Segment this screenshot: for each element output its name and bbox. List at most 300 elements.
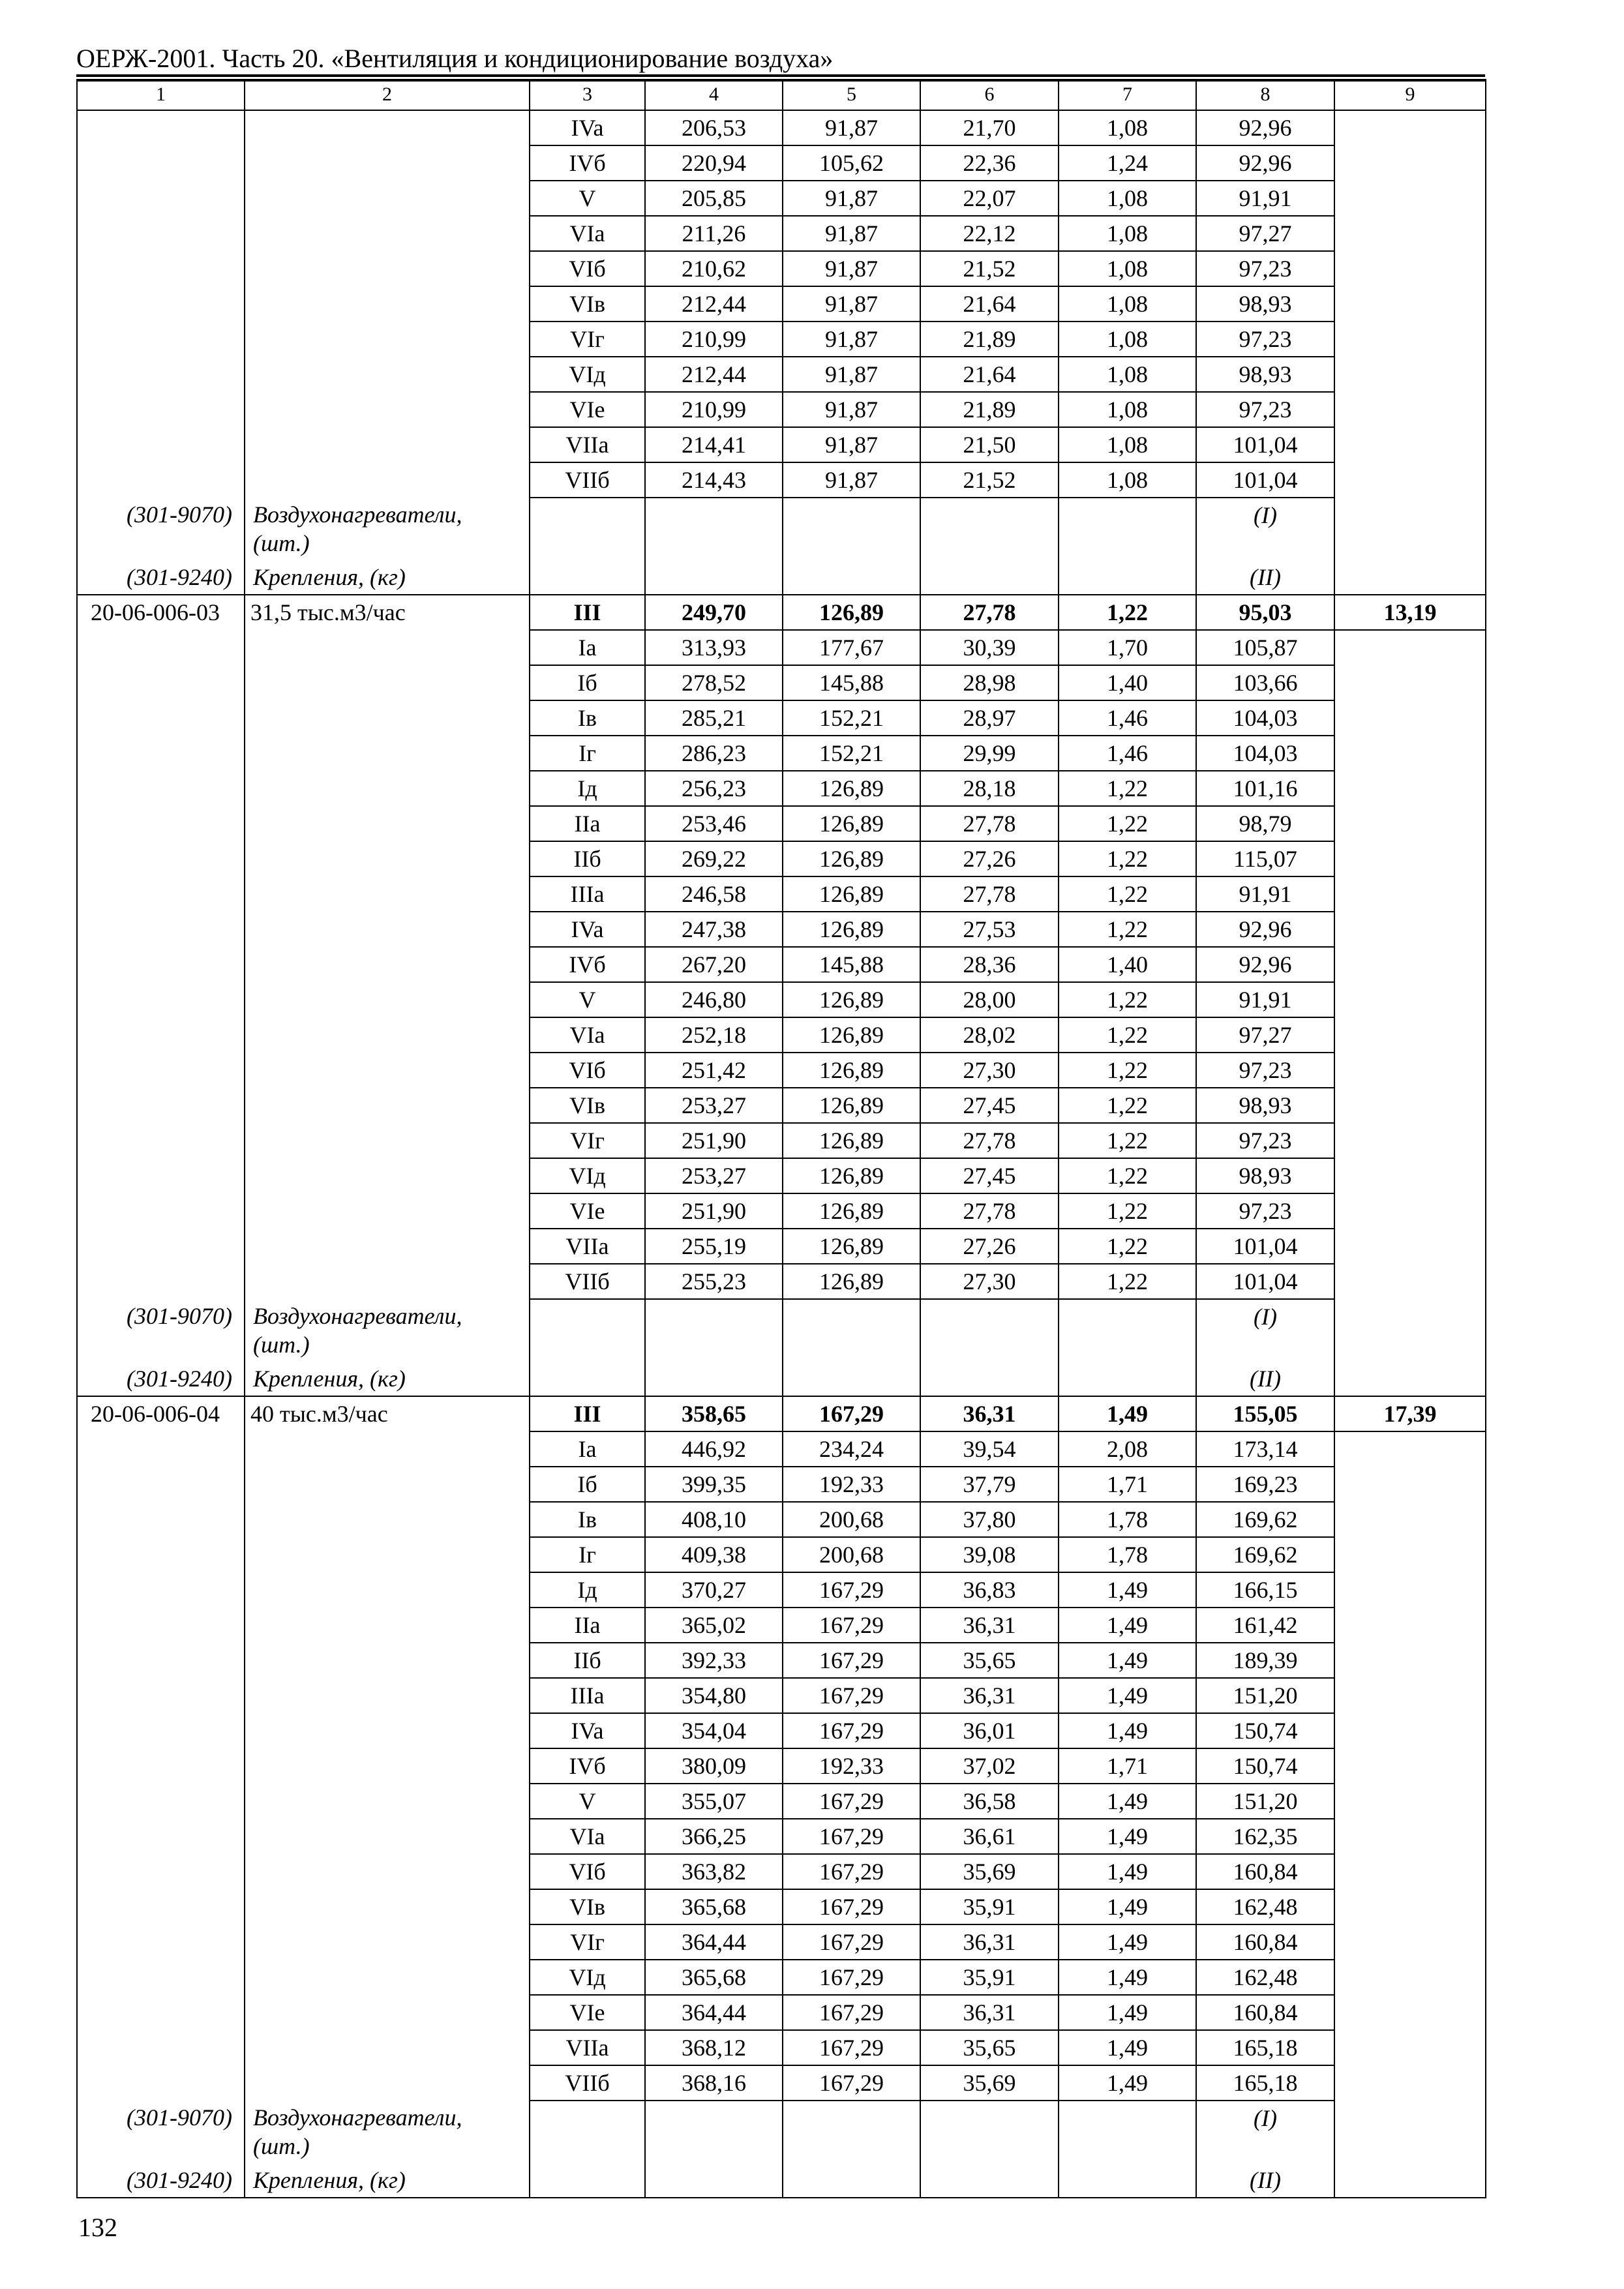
rate-value: Iв: [530, 1502, 645, 1537]
rate-value: 399,35: [645, 1467, 783, 1502]
rate-value: 1,22: [1059, 1264, 1196, 1299]
rate-value: 22,12: [920, 216, 1059, 251]
rate-value: 267,20: [645, 947, 783, 982]
table-cell: [1334, 1229, 1486, 1264]
rate-value: 95,03: [1196, 595, 1334, 630]
table-cell: [245, 110, 530, 145]
rate-value: 36,31: [920, 1396, 1059, 1431]
table-cell: [245, 841, 530, 876]
rate-value: 91,87: [783, 427, 920, 462]
table-cell: [920, 498, 1059, 560]
rate-value: 1,22: [1059, 982, 1196, 1017]
rate-value: 145,88: [783, 947, 920, 982]
table-cell: [245, 1889, 530, 1924]
table-cell: [1334, 665, 1486, 700]
rate-value: 28,36: [920, 947, 1059, 982]
table-cell: [245, 181, 530, 216]
column-number: 6: [920, 80, 1059, 110]
table-cell: [245, 1088, 530, 1123]
table-cell: [1334, 1924, 1486, 1960]
material-value: (II): [1196, 1362, 1334, 1396]
rate-value: 162,48: [1196, 1889, 1334, 1924]
rate-value: 35,69: [920, 1854, 1059, 1889]
table-cell: [1334, 1431, 1486, 1467]
rate-value: 27,78: [920, 876, 1059, 912]
table-row: [77, 2030, 1486, 2065]
table-row: [77, 982, 1486, 1017]
table-cell: [1334, 1017, 1486, 1053]
table-row: [77, 392, 1486, 427]
rate-value: 22,07: [920, 181, 1059, 216]
table-row: [77, 1889, 1486, 1924]
rate-value: VIб: [530, 251, 645, 286]
table-cell: [245, 1713, 530, 1748]
rate-value: 21,89: [920, 322, 1059, 357]
table-row: [77, 357, 1486, 392]
table-row: [77, 1193, 1486, 1229]
rate-value: 211,26: [645, 216, 783, 251]
rate-value: IIб: [530, 841, 645, 876]
rate-value: 1,49: [1059, 1608, 1196, 1643]
table-row: [77, 771, 1486, 806]
rate-value: 1,22: [1059, 771, 1196, 806]
material-row: [77, 498, 1486, 560]
rate-value: IVa: [530, 110, 645, 145]
rate-value: 1,08: [1059, 251, 1196, 286]
table-cell: [783, 1299, 920, 1362]
rate-value: VIд: [530, 1158, 645, 1193]
rate-value: 167,29: [783, 1819, 920, 1854]
table-cell: [77, 630, 245, 665]
rate-value: 205,85: [645, 181, 783, 216]
rate-value: 35,65: [920, 2030, 1059, 2065]
rate-value: 2,08: [1059, 1431, 1196, 1467]
table-cell: [645, 1299, 783, 1362]
rate-value: 126,89: [783, 1264, 920, 1299]
table-cell: [245, 1123, 530, 1158]
table-cell: [245, 1784, 530, 1819]
table-cell: [77, 1889, 245, 1924]
table-cell: [1334, 498, 1486, 560]
rate-value: 152,21: [783, 700, 920, 736]
material-name: Воздухонагреватели, (шт.): [245, 2101, 530, 2163]
table-row: [77, 1467, 1486, 1502]
rate-value: 126,89: [783, 1158, 920, 1193]
table-cell: [245, 665, 530, 700]
material-value: (II): [1196, 560, 1334, 595]
table-cell: [77, 947, 245, 982]
rate-value: IVб: [530, 947, 645, 982]
rate-value: 189,39: [1196, 1643, 1334, 1678]
table-cell: [245, 1431, 530, 1467]
table-row: [77, 251, 1486, 286]
table-cell: [1059, 1362, 1196, 1396]
rate-value: 91,87: [783, 322, 920, 357]
rate-code: 20-06-006-04: [77, 1396, 245, 1431]
table-cell: [77, 1264, 245, 1299]
rate-value: 101,04: [1196, 462, 1334, 498]
table-cell: [1334, 560, 1486, 595]
rate-value: 251,42: [645, 1053, 783, 1088]
table-row: [77, 912, 1486, 947]
table-cell: [77, 1960, 245, 1995]
rate-value: 36,31: [920, 1995, 1059, 2030]
rate-value: 355,07: [645, 1784, 783, 1819]
material-code: (301-9070): [77, 2101, 245, 2163]
rate-value: 105,87: [1196, 630, 1334, 665]
rate-value: 220,94: [645, 145, 783, 181]
rate-value: 126,89: [783, 1193, 920, 1229]
rate-value: 97,23: [1196, 1053, 1334, 1088]
table-cell: [920, 2163, 1059, 2198]
table-cell: [1334, 1572, 1486, 1608]
rate-value: 39,08: [920, 1537, 1059, 1572]
rate-value: 126,89: [783, 876, 920, 912]
rate-value: 1,22: [1059, 1193, 1196, 1229]
table-cell: [1059, 2101, 1196, 2163]
rate-value: 214,41: [645, 427, 783, 462]
table-cell: [245, 1995, 530, 2030]
column-number: 8: [1196, 80, 1334, 110]
rate-value: V: [530, 982, 645, 1017]
table-cell: [1334, 1158, 1486, 1193]
rate-value: 91,87: [783, 251, 920, 286]
table-cell: [77, 322, 245, 357]
table-cell: [1334, 876, 1486, 912]
rate-value: 1,78: [1059, 1502, 1196, 1537]
rate-value: 39,54: [920, 1431, 1059, 1467]
rate-value: 97,23: [1196, 1123, 1334, 1158]
table-cell: [245, 1608, 530, 1643]
rate-value: IIIa: [530, 876, 645, 912]
rate-value: 22,36: [920, 145, 1059, 181]
rate-value: 91,91: [1196, 876, 1334, 912]
table-cell: [1334, 736, 1486, 771]
rate-value: VIг: [530, 1123, 645, 1158]
rate-value: 151,20: [1196, 1784, 1334, 1819]
rate-value: 1,22: [1059, 912, 1196, 947]
column-number-row: [77, 80, 1486, 110]
table-cell: [77, 841, 245, 876]
material-value: (I): [1196, 498, 1334, 560]
rate-value: 1,46: [1059, 700, 1196, 736]
rate-value: 255,23: [645, 1264, 783, 1299]
rate-value: 160,84: [1196, 1924, 1334, 1960]
rate-value: 1,08: [1059, 357, 1196, 392]
table-cell: [245, 322, 530, 357]
rate-value: 1,49: [1059, 1854, 1196, 1889]
rate-value: 1,08: [1059, 110, 1196, 145]
rate-value: 1,08: [1059, 216, 1196, 251]
table-cell: [920, 2101, 1059, 2163]
rate-value: VIe: [530, 1193, 645, 1229]
rate-value: 101,04: [1196, 427, 1334, 462]
rate-value: Iб: [530, 665, 645, 700]
table-cell: [1334, 286, 1486, 322]
rate-value: 354,80: [645, 1678, 783, 1713]
rate-value: 36,31: [920, 1678, 1059, 1713]
rate-value: 126,89: [783, 841, 920, 876]
rate-value: Iг: [530, 1537, 645, 1572]
rate-value: 1,49: [1059, 1678, 1196, 1713]
material-value: (I): [1196, 1299, 1334, 1362]
rate-value: 35,91: [920, 1889, 1059, 1924]
table-cell: [77, 1713, 245, 1748]
rate-value: 234,24: [783, 1431, 920, 1467]
table-cell: [783, 498, 920, 560]
rate-value: 446,92: [645, 1431, 783, 1467]
rate-value: 21,64: [920, 357, 1059, 392]
table-cell: [783, 2101, 920, 2163]
rate-value: 247,38: [645, 912, 783, 947]
table-cell: [77, 1088, 245, 1123]
rate-value: VIIa: [530, 1229, 645, 1264]
table-cell: [245, 912, 530, 947]
table-row: [77, 216, 1486, 251]
table-cell: [245, 1502, 530, 1537]
rate-value: Iд: [530, 1572, 645, 1608]
table-cell: [77, 1748, 245, 1784]
rate-value: 30,39: [920, 630, 1059, 665]
table-row: [77, 1960, 1486, 1995]
rate-value: 27,26: [920, 841, 1059, 876]
table-row: [77, 322, 1486, 357]
rate-value: VIв: [530, 286, 645, 322]
rate-value: 21,52: [920, 251, 1059, 286]
rate-value: 98,79: [1196, 806, 1334, 841]
table-cell: [1334, 462, 1486, 498]
rate-value: 27,78: [920, 1123, 1059, 1158]
table-cell: [77, 1608, 245, 1643]
rate-value: 1,46: [1059, 736, 1196, 771]
rate-value: 269,22: [645, 841, 783, 876]
table-row: [77, 806, 1486, 841]
rate-value: 91,91: [1196, 982, 1334, 1017]
material-code: (301-9240): [77, 2163, 245, 2198]
table-cell: [1334, 1123, 1486, 1158]
rate-value: 1,22: [1059, 1053, 1196, 1088]
table-cell: [783, 560, 920, 595]
rate-value: 1,22: [1059, 1158, 1196, 1193]
table-cell: [1334, 1784, 1486, 1819]
rate-total: 13,19: [1334, 595, 1486, 630]
table-row: [77, 1088, 1486, 1123]
rate-value: VIIa: [530, 427, 645, 462]
table-cell: [77, 771, 245, 806]
table-cell: [245, 630, 530, 665]
table-cell: [245, 1678, 530, 1713]
rate-value: 28,00: [920, 982, 1059, 1017]
table-cell: [1334, 2101, 1486, 2163]
rate-value: VIa: [530, 1819, 645, 1854]
rate-value: 126,89: [783, 595, 920, 630]
page-number: 132: [78, 2213, 117, 2242]
table-cell: [77, 357, 245, 392]
rate-value: 101,04: [1196, 1229, 1334, 1264]
table-row: [77, 1123, 1486, 1158]
rate-value: 97,23: [1196, 251, 1334, 286]
table-cell: [245, 251, 530, 286]
rate-value: IIa: [530, 806, 645, 841]
table-cell: [1334, 145, 1486, 181]
material-name: Крепления, (кг): [245, 2163, 530, 2198]
rate-value: 368,16: [645, 2065, 783, 2101]
rate-value: 97,23: [1196, 1193, 1334, 1229]
rate-value: 91,91: [1196, 181, 1334, 216]
rate-value: 91,87: [783, 357, 920, 392]
rate-value: 167,29: [783, 1960, 920, 1995]
rate-value: 167,29: [783, 1924, 920, 1960]
table-cell: [77, 1572, 245, 1608]
rate-value: 36,31: [920, 1608, 1059, 1643]
rate-value: IIa: [530, 1608, 645, 1643]
table-cell: [1334, 771, 1486, 806]
rate-value: 98,93: [1196, 1088, 1334, 1123]
column-number: 3: [530, 80, 645, 110]
rate-value: 155,05: [1196, 1396, 1334, 1431]
rate-value: 35,65: [920, 1643, 1059, 1678]
rate-value: 162,35: [1196, 1819, 1334, 1854]
rate-value: Ia: [530, 1431, 645, 1467]
rate-value: 145,88: [783, 665, 920, 700]
rate-value: 167,29: [783, 1889, 920, 1924]
table-row: [77, 630, 1486, 665]
rate-value: 285,21: [645, 700, 783, 736]
rate-value: 161,42: [1196, 1608, 1334, 1643]
material-code: (301-9070): [77, 498, 245, 560]
table-cell: [245, 1017, 530, 1053]
rate-value: 358,65: [645, 1396, 783, 1431]
rate-value: 1,40: [1059, 665, 1196, 700]
rate-value: 212,44: [645, 286, 783, 322]
table-cell: [1334, 1088, 1486, 1123]
table-cell: [245, 1193, 530, 1229]
rate-value: 92,96: [1196, 145, 1334, 181]
table-cell: [245, 1572, 530, 1608]
table-row: [77, 947, 1486, 982]
table-cell: [245, 1158, 530, 1193]
rate-value: 253,27: [645, 1158, 783, 1193]
rate-value: 1,70: [1059, 630, 1196, 665]
table-cell: [645, 1362, 783, 1396]
table-cell: [77, 1924, 245, 1960]
rate-value: 1,22: [1059, 876, 1196, 912]
material-row: [77, 1299, 1486, 1362]
table-row: [77, 841, 1486, 876]
rate-value: Iд: [530, 771, 645, 806]
table-cell: [245, 1924, 530, 1960]
table-cell: [1334, 1362, 1486, 1396]
rate-value: 1,49: [1059, 1889, 1196, 1924]
rate-value: VIIб: [530, 462, 645, 498]
table-row: [77, 1608, 1486, 1643]
table-cell: [1334, 427, 1486, 462]
rate-value: Iб: [530, 1467, 645, 1502]
rate-value: 165,18: [1196, 2065, 1334, 2101]
rate-value: VIд: [530, 1960, 645, 1995]
material-code: (301-9240): [77, 1362, 245, 1396]
table-cell: [77, 1784, 245, 1819]
rate-value: 313,93: [645, 630, 783, 665]
table-cell: [77, 1229, 245, 1264]
rate-value: 167,29: [783, 2030, 920, 2065]
rate-value: 212,44: [645, 357, 783, 392]
table-row: [77, 1678, 1486, 1713]
table-row: [77, 1229, 1486, 1264]
table-cell: [77, 1537, 245, 1572]
rate-value: IVa: [530, 912, 645, 947]
table-cell: [77, 462, 245, 498]
table-cell: [1334, 322, 1486, 357]
table-cell: [920, 1299, 1059, 1362]
header-rule: [76, 74, 1485, 77]
table-cell: [1334, 1299, 1486, 1362]
table-cell: [77, 1123, 245, 1158]
rate-value: VIб: [530, 1053, 645, 1088]
rate-value: 166,15: [1196, 1572, 1334, 1608]
table-cell: [245, 1960, 530, 1995]
table-cell: [77, 1431, 245, 1467]
rate-value: 101,04: [1196, 1264, 1334, 1299]
rate-value: 167,29: [783, 1995, 920, 2030]
rate-value: 1,49: [1059, 1960, 1196, 1995]
rate-value: VIб: [530, 1854, 645, 1889]
table-cell: [245, 462, 530, 498]
rate-value: III: [530, 1396, 645, 1431]
rate-value: 177,67: [783, 630, 920, 665]
table-cell: [1059, 498, 1196, 560]
material-row: [77, 2101, 1486, 2163]
rate-value: VIIб: [530, 1264, 645, 1299]
table-cell: [77, 251, 245, 286]
rate-value: 169,23: [1196, 1467, 1334, 1502]
rate-value: 98,93: [1196, 357, 1334, 392]
rate-value: 29,99: [920, 736, 1059, 771]
rate-value: 21,52: [920, 462, 1059, 498]
rate-value: 28,02: [920, 1017, 1059, 1053]
table-body: [77, 80, 1486, 2198]
table-cell: [1334, 912, 1486, 947]
table-cell: [245, 1264, 530, 1299]
rate-value: 255,19: [645, 1229, 783, 1264]
rate-value: 27,78: [920, 1193, 1059, 1229]
rate-value: 98,93: [1196, 1158, 1334, 1193]
rate-value: 251,90: [645, 1193, 783, 1229]
rate-value: 126,89: [783, 1088, 920, 1123]
rate-value: 1,22: [1059, 1017, 1196, 1053]
rate-value: 1,22: [1059, 1123, 1196, 1158]
rate-value: 370,27: [645, 1572, 783, 1608]
table-row: [77, 1924, 1486, 1960]
rate-value: 286,23: [645, 736, 783, 771]
table-cell: [530, 560, 645, 595]
rate-value: 37,80: [920, 1502, 1059, 1537]
table-cell: [77, 700, 245, 736]
table-cell: [245, 1467, 530, 1502]
table-row: [77, 1713, 1486, 1748]
page-header-title: ОЕРЖ-2001. Часть 20. «Вентиляция и кондиционирование воздуха»: [76, 44, 834, 73]
rate-value: 1,24: [1059, 145, 1196, 181]
rate-value: 1,08: [1059, 462, 1196, 498]
table-cell: [1334, 1264, 1486, 1299]
rate-value: 28,18: [920, 771, 1059, 806]
table-cell: [245, 1643, 530, 1678]
rate-value: 167,29: [783, 1784, 920, 1819]
rate-value: 206,53: [645, 110, 783, 145]
table-cell: [245, 1053, 530, 1088]
rate-value: 1,49: [1059, 1924, 1196, 1960]
rate-value: IIб: [530, 1643, 645, 1678]
